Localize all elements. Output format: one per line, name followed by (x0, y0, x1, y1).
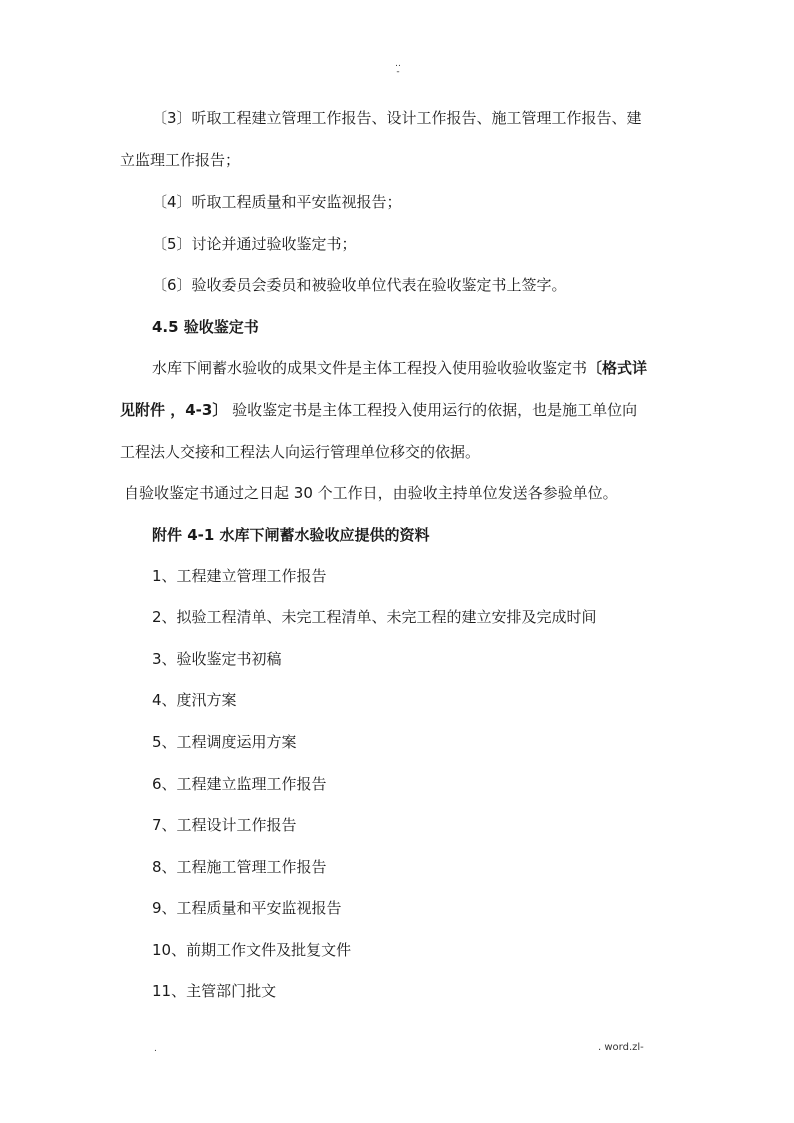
list-item: 3、验收鉴定书初稿 (152, 650, 282, 668)
item-6: 〔6〕验收委员会委员和被验收单位代表在验收鉴定书上签字。 (152, 276, 567, 294)
item-3-line-1: 〔3〕听取工程建立管理工作报告、设计工作报告、施工管理工作报告、建 (152, 109, 642, 127)
list-item: 11、主管部门批文 (152, 982, 277, 1000)
list-item: 8、工程施工管理工作报告 (152, 858, 327, 876)
paragraph-1-line-1-bold: 〔格式详 (587, 359, 648, 377)
list-item: 2、拟验工程清单、未完工程清单、未完工程的建立安排及完成时间 (152, 608, 597, 626)
list-item: 1、工程建立管理工作报告 (152, 567, 327, 585)
section-heading: 4.5 验收鉴定书 (152, 318, 259, 336)
list-item: 9、工程质量和平安监视报告 (152, 899, 342, 917)
list-item: 7、工程设计工作报告 (152, 816, 297, 834)
paragraph-1-line-1 (152, 358, 647, 378)
item-5: 〔5〕讨论并通过验收鉴定书； (152, 235, 357, 253)
header-mark-bottom: - (396, 67, 400, 77)
paragraph-1-line-3: 工程法人交接和工程法人向运行管理单位移交的依据。 (120, 443, 481, 461)
header-mark-top: .. (395, 59, 401, 69)
appendix-heading: 附件 4-1 水库下闸蓄水验收应提供的资料 (152, 526, 430, 544)
list-item: 5、工程调度运用方案 (152, 733, 297, 751)
list-item: 6、工程建立监理工作报告 (152, 775, 327, 793)
list-item: 10、前期工作文件及批复文件 (152, 941, 352, 959)
item-3-line-2: 立监理工作报告； (120, 151, 241, 169)
paragraph-1-line-2-bold: 见附件 ，4-3〕 (120, 401, 228, 419)
paragraph-2: 自验收鉴定书通过之日起 30 个工作日，由验收主持单位发送各参验单位。 (124, 484, 618, 502)
footer-left: . (154, 1044, 157, 1054)
paragraph-1-line-2 (120, 400, 637, 420)
item-4: 〔4〕听取工程质量和平安监视报告； (152, 193, 402, 211)
list-item: 4、度汛方案 (152, 691, 237, 709)
paragraph-1-line-1-text: 水库下闸蓄水验收的成果文件是主体工程投入使用验收验收鉴定书 (152, 359, 588, 377)
paragraph-1-line-2-text: 验收鉴定书是主体工程投入使用运行的依据，也是施工单位向 (227, 401, 638, 419)
header-mark (390, 60, 406, 76)
footer-right: . word.zl- (598, 1042, 644, 1053)
